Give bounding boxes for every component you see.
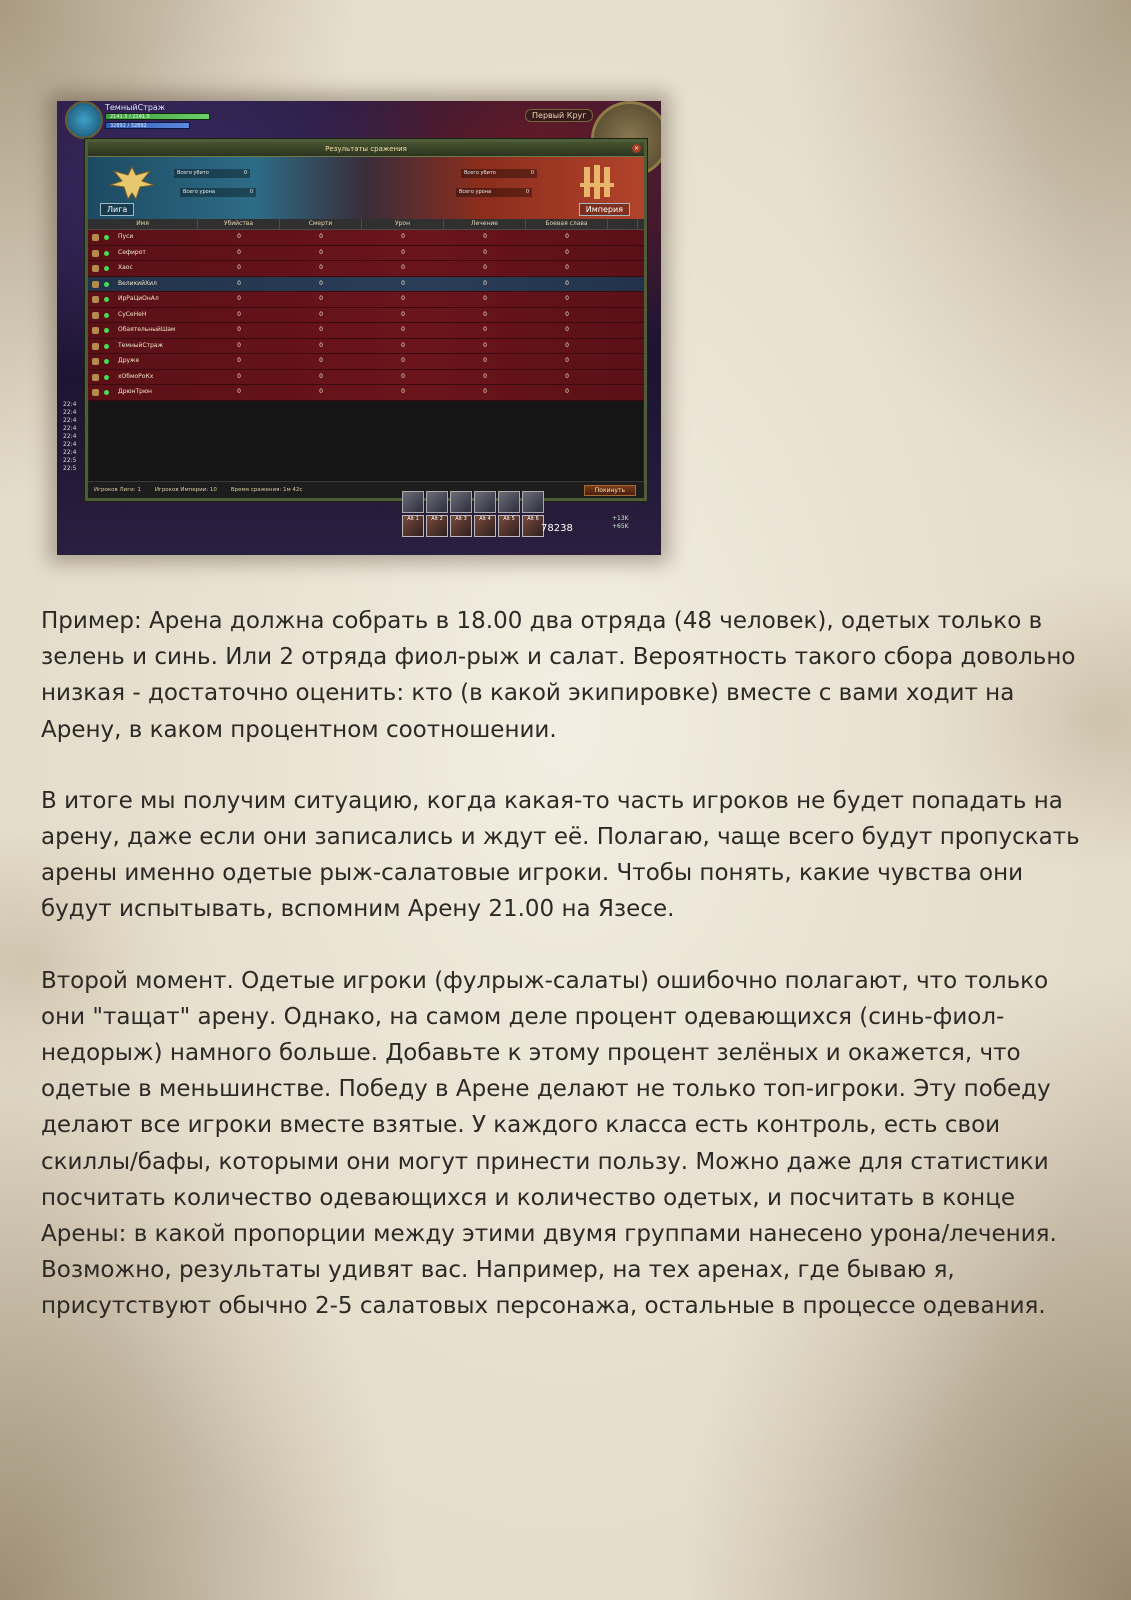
skill-slot-icon[interactable]	[498, 491, 520, 513]
online-status-icon	[104, 251, 109, 256]
kills-cell: 0	[237, 341, 241, 349]
skill-slot-icon[interactable]	[402, 491, 424, 513]
player-name: ИрРаЦиОнАл	[88, 292, 198, 307]
online-status-icon	[104, 297, 109, 302]
league-team-name: Лига	[100, 203, 134, 216]
glory-cell: 0	[565, 326, 569, 333]
table-row[interactable]	[88, 354, 644, 370]
column-header[interactable]: Смерти	[280, 219, 362, 229]
table-row[interactable]	[88, 292, 644, 308]
results-table-header	[88, 219, 644, 230]
heal-cell: 0	[483, 264, 487, 271]
heal-cell: 0	[483, 233, 487, 240]
damage-cell: 0	[401, 341, 405, 349]
class-icon	[92, 358, 99, 365]
skill-slot-icon[interactable]: Alt 1	[402, 515, 424, 537]
damage-cell: 0	[401, 372, 405, 380]
deaths-cell: 0	[319, 357, 323, 364]
glory-cell: 0	[565, 248, 569, 256]
mana-bar: 32892 / 32892	[105, 122, 190, 129]
chat-timestamp: 22:5	[63, 457, 77, 464]
chat-timestamps	[63, 401, 76, 473]
league-kills: Всего убито 0	[174, 169, 250, 178]
damage-cell: 0	[401, 295, 405, 302]
dialog-footer	[88, 481, 644, 498]
class-icon	[92, 250, 99, 257]
kills-cell: 0	[237, 279, 241, 287]
battle-time: Время сражения: 1м 42с	[230, 487, 303, 493]
player-name: ОбаятельныйШам	[88, 323, 198, 338]
kills-cell: 0	[237, 295, 241, 302]
player-name: ВеликийХил	[88, 277, 198, 292]
gold-amount: 78238	[541, 523, 573, 534]
skill-slot-icon[interactable]	[426, 491, 448, 513]
online-status-icon	[104, 328, 109, 333]
buff-indicator: +13K	[612, 515, 629, 522]
heal-cell: 0	[483, 279, 487, 287]
skill-slot-icon[interactable]	[474, 491, 496, 513]
leave-button[interactable]: Покинуть	[584, 485, 636, 496]
online-status-icon	[104, 359, 109, 364]
deaths-cell: 0	[319, 295, 323, 302]
online-status-icon	[104, 344, 109, 349]
heal-cell: 0	[483, 388, 487, 395]
class-icon	[92, 389, 99, 396]
kills-cell: 0	[237, 248, 241, 256]
glory-cell: 0	[565, 264, 569, 271]
scroll-spacer	[608, 219, 638, 229]
row-spacer	[608, 370, 638, 385]
table-row[interactable]	[88, 230, 644, 246]
row-spacer	[608, 230, 638, 245]
column-header[interactable]: Лечение	[444, 219, 526, 229]
table-row[interactable]	[88, 370, 644, 386]
heal-cell: 0	[483, 310, 487, 318]
glory-cell: 0	[565, 388, 569, 395]
table-row[interactable]	[88, 308, 644, 324]
column-header[interactable]: Боевая слава	[526, 219, 608, 229]
league-team-panel	[88, 157, 366, 219]
table-row[interactable]	[88, 261, 644, 277]
player-name: Пуси	[88, 230, 198, 245]
empire-team-panel	[366, 157, 644, 219]
location-label: Первый Круг	[525, 109, 593, 122]
heal-cell: 0	[483, 372, 487, 380]
deaths-cell: 0	[319, 388, 323, 395]
heal-cell: 0	[483, 248, 487, 256]
damage-cell: 0	[401, 388, 405, 395]
character-name: ТемныйСтраж	[105, 103, 166, 112]
deaths-cell: 0	[319, 264, 323, 271]
class-icon	[92, 312, 99, 319]
deaths-cell: 0	[319, 248, 323, 256]
empire-damage: Всего урона 0	[456, 188, 532, 197]
skill-slot-icon[interactable]: Alt 4	[474, 515, 496, 537]
dialog-title: Результаты сражения	[88, 142, 644, 157]
player-name: Сефирот	[88, 246, 198, 261]
class-icon	[92, 265, 99, 272]
chat-timestamp: 22:4	[63, 409, 77, 416]
row-spacer	[608, 292, 638, 307]
league-damage: Всего урона 0	[180, 188, 256, 197]
damage-cell: 0	[401, 279, 405, 287]
skill-slot-icon[interactable]: Alt 3	[450, 515, 472, 537]
skill-slot-icon[interactable]: Alt 5	[498, 515, 520, 537]
row-spacer	[608, 246, 638, 261]
heal-cell: 0	[483, 295, 487, 302]
kills-cell: 0	[237, 233, 241, 240]
class-icon	[92, 374, 99, 381]
article-body	[41, 603, 1081, 1360]
glory-cell: 0	[565, 341, 569, 349]
column-header[interactable]: Урон	[362, 219, 444, 229]
class-icon	[92, 296, 99, 303]
chat-timestamp: 22:4	[63, 433, 77, 440]
class-crest-icon	[65, 101, 103, 139]
league-player-count: Игроков Лиги: 1	[94, 487, 141, 493]
table-row[interactable]	[88, 339, 644, 355]
empire-team-name: Империя	[579, 203, 630, 216]
skill-bar-bottom	[402, 515, 544, 537]
chat-timestamp: 22:4	[63, 425, 77, 432]
deaths-cell: 0	[319, 341, 323, 349]
kills-cell: 0	[237, 326, 241, 333]
results-table-body	[88, 230, 644, 398]
skill-slot-icon[interactable]	[450, 491, 472, 513]
chat-timestamp: 22:5	[63, 465, 77, 472]
arena-results-screenshot	[57, 101, 661, 555]
online-status-icon	[104, 375, 109, 380]
online-status-icon	[104, 235, 109, 240]
row-spacer	[608, 277, 638, 292]
glory-cell: 0	[565, 233, 569, 240]
team-summary	[88, 157, 644, 219]
glory-cell: 0	[565, 295, 569, 302]
kills-cell: 0	[237, 372, 241, 380]
kills-cell: 0	[237, 264, 241, 271]
skill-slot-icon[interactable]: Alt 6	[522, 515, 544, 537]
paragraph: Пример: Арена должна собрать в 18.00 два отряда (48 человек), одетых только в зелень и синь. Или 2 отряда фиол-рыж и салат. Вероятность такого сбора довольно низкая - достаточно оценить: кто (в какой экипировке) вместе с вами ходит на Арену, в каком процентном соотношении.	[41, 608, 1076, 743]
damage-cell: 0	[401, 310, 405, 318]
class-icon	[92, 327, 99, 334]
chat-timestamp: 22:4	[63, 417, 77, 424]
online-status-icon	[104, 390, 109, 395]
row-spacer	[608, 308, 638, 323]
online-status-icon	[104, 282, 109, 287]
table-row[interactable]	[88, 385, 644, 401]
paragraph: Второй момент. Одетые игроки (фулрыж-салаты) ошибочно полагают, что только они "тащат" арену. Однако, на самом деле процент одевающихся (синь-фиол-недорыж) намного больше. Добавьте к этому процент зелёных и окажется, что одетые в меньшинстве. Победу в Арене делают не только топ-игроки. Эту победу делают все игроки вместе взятые. У каждого класса есть контроль, есть свои скиллы/бафы, которыми они могут принести пользу. Можно даже для статистики посчитать количество одевающихся и количество одетых, и посчитать в конце Арены: в какой пропорции между этими двумя группами нанесено урона/лечения. Возможно, результаты удивят вас. Например, на тех аренах, где бываю я, присутствуют обычно 2-5 салатовых персонажа, остальные в процессе одевания.	[41, 967, 1057, 1320]
empire-player-count: Игроков Империи: 10	[154, 487, 217, 493]
online-status-icon	[104, 313, 109, 318]
heal-cell: 0	[483, 357, 487, 364]
buff-indicator: +65K	[612, 523, 629, 530]
player-name: Хаос	[88, 261, 198, 276]
player-name: Друже	[88, 354, 198, 369]
damage-cell: 0	[401, 326, 405, 333]
damage-cell: 0	[401, 264, 405, 271]
online-status-icon	[104, 266, 109, 271]
deaths-cell: 0	[319, 310, 323, 318]
class-icon	[92, 343, 99, 350]
player-name: хОбмоРоКх	[88, 370, 198, 385]
row-spacer	[608, 323, 638, 338]
player-name: ДрюнТрюн	[88, 385, 198, 400]
deaths-cell: 0	[319, 326, 323, 333]
glory-cell: 0	[565, 279, 569, 287]
chat-timestamp: 22:4	[63, 449, 77, 456]
skill-slot-icon[interactable]	[522, 491, 544, 513]
kills-cell: 0	[237, 357, 241, 364]
glory-cell: 0	[565, 357, 569, 364]
kills-cell: 0	[237, 388, 241, 395]
heal-cell: 0	[483, 326, 487, 333]
deaths-cell: 0	[319, 279, 323, 287]
empire-kills: Всего убито 0	[461, 169, 537, 178]
paragraph: В итоге мы получим ситуацию, когда какая-то часть игроков не будет попадать на арену, даже если они записались и ждут её. Полагаю, чаще всего будут пропускать арены именно одетые рыж-салатовые игроки. Чтобы понять, какие чувства они будут испытывать, вспомним Арену 21.00 на Язесе.	[41, 787, 1080, 923]
glory-cell: 0	[565, 310, 569, 318]
skill-bar-top	[402, 491, 544, 513]
chat-timestamp: 22:4	[63, 401, 77, 408]
battle-results-dialog	[85, 139, 647, 501]
glory-cell: 0	[565, 372, 569, 380]
damage-cell: 0	[401, 248, 405, 256]
empire-emblem-icon	[570, 163, 622, 205]
class-icon	[92, 281, 99, 288]
row-spacer	[608, 261, 638, 276]
skill-slot-icon[interactable]: Alt 2	[426, 515, 448, 537]
column-header[interactable]: Убийства	[198, 219, 280, 229]
row-spacer	[608, 339, 638, 354]
class-icon	[92, 234, 99, 241]
damage-cell: 0	[401, 357, 405, 364]
table-row[interactable]	[88, 277, 644, 293]
table-row[interactable]	[88, 323, 644, 339]
damage-cell: 0	[401, 233, 405, 240]
chat-timestamp: 22:4	[63, 441, 77, 448]
eagle-emblem-icon	[106, 163, 158, 205]
row-spacer	[608, 385, 638, 400]
deaths-cell: 0	[319, 233, 323, 240]
column-header[interactable]: Имя	[88, 219, 198, 229]
deaths-cell: 0	[319, 372, 323, 380]
heal-cell: 0	[483, 341, 487, 349]
close-icon[interactable]: ×	[633, 145, 640, 152]
kills-cell: 0	[237, 310, 241, 318]
player-name: ТемныйСтраж	[88, 339, 198, 354]
health-bar: 2141.5 / 2141.5	[105, 113, 210, 120]
buff-indicators	[612, 515, 629, 531]
player-name: СуСеНеН	[88, 308, 198, 323]
player-frame	[65, 101, 215, 141]
row-spacer	[608, 354, 638, 369]
table-row[interactable]	[88, 246, 644, 262]
